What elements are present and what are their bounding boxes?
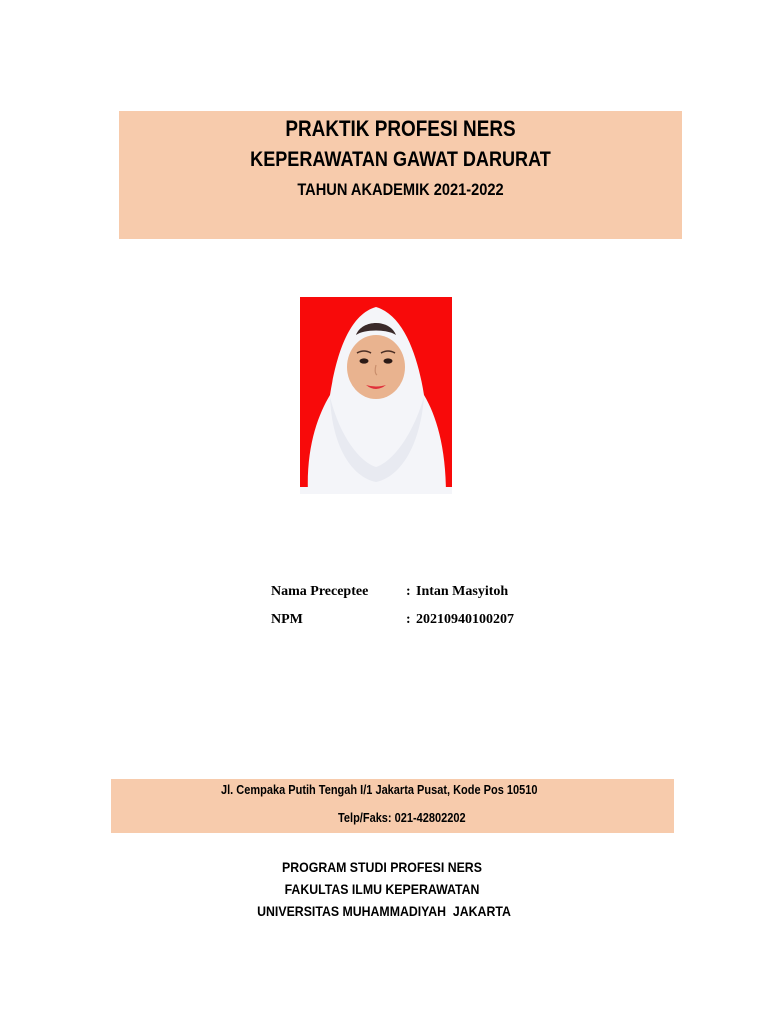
title-banner xyxy=(119,111,682,239)
student-photo xyxy=(300,297,452,494)
separator: : xyxy=(406,584,411,599)
program-name: PROGRAM STUDI PROFESI NERS xyxy=(282,859,482,875)
address-text: Jl. Cempaka Putih Tengah I/1 Jakarta Pusat, Kode Pos 10510 xyxy=(221,783,538,797)
document-title: PRAKTIK PROFESI NERS xyxy=(285,116,516,141)
npm-label: NPM xyxy=(271,612,303,627)
university-name: UNIVERSITAS MUHAMMADIYAH JAKARTA xyxy=(257,903,511,919)
contact-banner xyxy=(111,779,674,833)
phone-text: Telp/Faks: 021-42802202 xyxy=(338,811,466,825)
academic-year: TAHUN AKADEMIK 2021-2022 xyxy=(297,180,504,199)
faculty-name: FAKULTAS ILMU KEPERAWATAN xyxy=(284,881,480,897)
npm-value: 20210940100207 xyxy=(416,612,514,627)
preceptee-label: Nama Preceptee xyxy=(271,584,369,599)
separator: : xyxy=(406,612,411,627)
preceptee-name: Intan Masyitoh xyxy=(416,584,509,599)
document-subtitle: KEPERAWATAN GAWAT DARURAT xyxy=(250,148,551,171)
